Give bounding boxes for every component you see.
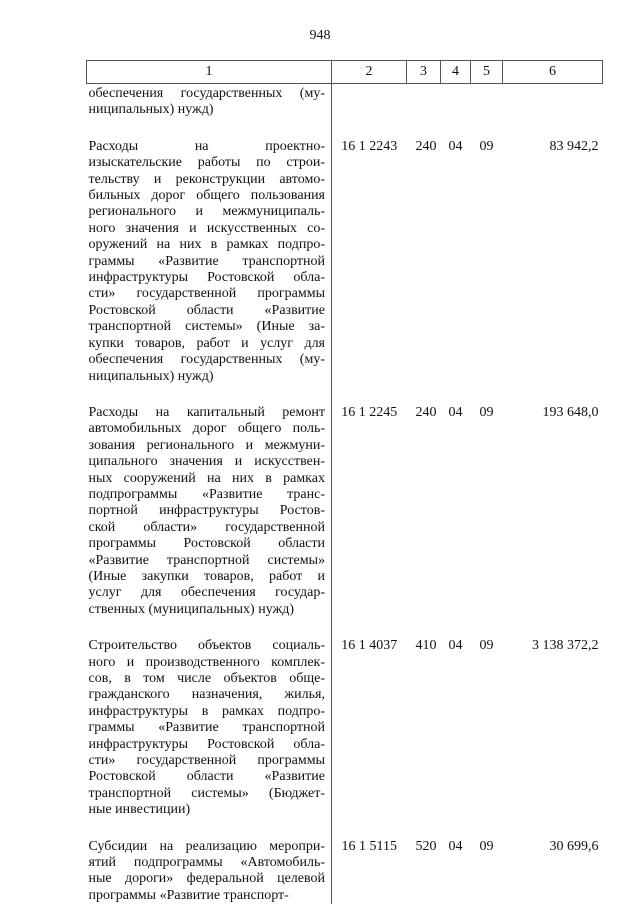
row-spacer xyxy=(87,618,603,638)
description-line: ципального значения и искусствен- xyxy=(88,454,325,470)
row-expense-type: 410 xyxy=(415,638,437,654)
spacer-cell xyxy=(441,385,471,405)
row-spacer xyxy=(87,819,603,839)
description-line: гражданского назначения, жилья, xyxy=(88,687,325,703)
spacer-cell xyxy=(441,119,471,139)
description-line: тельству и реконструкции автомо- xyxy=(88,171,325,187)
table-header xyxy=(87,61,603,84)
description-line: Расходы на проектно- xyxy=(88,138,325,154)
header-col-6: 6 xyxy=(503,61,603,84)
table-row xyxy=(87,638,603,818)
row-spacer xyxy=(87,119,603,139)
spacer-cell xyxy=(503,618,603,638)
description-line: ственных (муниципальных) нужд) xyxy=(88,601,294,617)
spacer-cell xyxy=(471,385,503,405)
header-col-5: 5 xyxy=(471,61,503,84)
spacer-cell xyxy=(407,618,441,638)
description-line: сти» государственной программы xyxy=(88,753,325,769)
row-section: 04 xyxy=(448,638,463,654)
row-code: 16 1 2243 xyxy=(341,138,398,154)
description-line: портной инфраструктуры Ростов- xyxy=(88,503,325,519)
description-line: изыскательские работы по строи- xyxy=(88,155,325,171)
description-line: программы Ростовской области xyxy=(88,536,325,552)
description-line: ных сооружений на них в рамках xyxy=(88,470,325,486)
description-line: Расходы на капитальный ремонт xyxy=(88,404,325,420)
row-amount: 3 138 372,2 xyxy=(532,638,599,654)
page-number: 948 xyxy=(309,28,331,43)
description-line: транспортной системы» (Бюджет- xyxy=(88,785,325,801)
row-amount: 83 942,2 xyxy=(549,138,599,154)
spacer-cell xyxy=(87,385,332,405)
header-col-2: 2 xyxy=(332,61,407,84)
row-section xyxy=(441,86,471,119)
header-col-1: 1 xyxy=(87,61,332,84)
row-description xyxy=(87,139,332,385)
description-line: транспортной системы» (Иные за- xyxy=(88,319,325,335)
spacer-cell xyxy=(407,119,441,139)
spacer-cell xyxy=(332,119,407,139)
row-expense-type: 240 xyxy=(415,404,437,420)
row-expense-type: 520 xyxy=(415,838,437,854)
description-line: Строительство объектов социаль- xyxy=(88,638,325,654)
row-code: 16 1 5115 xyxy=(341,838,397,854)
budget-table xyxy=(86,60,603,904)
row-section: 04 xyxy=(448,138,463,154)
description-line: купки товаров, работ и услуг для xyxy=(88,335,325,351)
row-description xyxy=(87,86,332,119)
table-row xyxy=(87,839,603,905)
description-line: инфраструктуры Ростовской обла- xyxy=(88,270,325,286)
row-code: 16 1 4037 xyxy=(341,638,398,654)
row-expense-type: 240 xyxy=(415,138,437,154)
spacer-cell xyxy=(407,819,441,839)
description-line: оружений на них в рамках подпро- xyxy=(88,237,325,253)
description-line: инфраструктуры в рамках подпро- xyxy=(88,703,325,719)
spacer-cell xyxy=(471,819,503,839)
spacer-cell xyxy=(332,819,407,839)
description-line: бильных дорог общего пользования xyxy=(88,188,325,204)
description-line: ятий подпрограммы «Автомобиль- xyxy=(88,855,325,871)
description-line: Ростовской области «Развитие xyxy=(88,769,325,785)
description-line: подпрограммы «Развитие транс- xyxy=(88,486,325,502)
row-subsection: 09 xyxy=(479,638,494,654)
row-description xyxy=(87,638,332,818)
row-code: 16 1 2245 xyxy=(341,404,398,420)
description-line: ниципальных) нужд) xyxy=(88,102,214,118)
row-section: 04 xyxy=(448,838,463,854)
description-line: программы «Развитие транспорт- xyxy=(88,887,289,903)
row-subsection xyxy=(471,86,503,119)
row-spacer xyxy=(87,385,603,405)
header-col-4: 4 xyxy=(441,61,471,84)
header-row xyxy=(87,61,603,84)
spacer-cell xyxy=(332,618,407,638)
description-line: автомобильных дорог общего поль- xyxy=(88,421,325,437)
spacer-cell xyxy=(441,618,471,638)
description-line: граммы «Развитие транспортной xyxy=(88,253,325,269)
spacer-cell xyxy=(471,618,503,638)
row-subsection: 09 xyxy=(479,404,494,420)
description-line: ные инвестиции) xyxy=(88,802,191,818)
row-subsection: 09 xyxy=(479,138,494,154)
table-row xyxy=(87,86,603,119)
table-body xyxy=(87,84,603,905)
spacer-cell xyxy=(503,385,603,405)
description-line: ные дороги» федеральной целевой xyxy=(88,871,325,887)
description-line: обеспечения государственных (му- xyxy=(88,352,325,368)
row-amount xyxy=(503,86,603,119)
row-amount: 193 648,0 xyxy=(542,404,599,420)
description-line: Ростовской области «Развитие xyxy=(88,302,325,318)
description-line: ской области» государственной xyxy=(88,519,325,535)
row-section: 04 xyxy=(448,404,463,420)
description-line: регионального и межмуниципаль- xyxy=(88,204,325,220)
description-line: «Развитие транспортной системы» xyxy=(88,552,325,568)
description-line: граммы «Развитие транспортной xyxy=(88,720,325,736)
description-line: ного и производственного комплек- xyxy=(88,654,325,670)
table-row xyxy=(87,405,603,618)
spacer-cell xyxy=(503,119,603,139)
description-line: сти» государственной программы xyxy=(88,286,325,302)
description-line: ного значения и искусственных со- xyxy=(88,220,325,236)
description-line: услуг для обеспечения государ- xyxy=(88,585,325,601)
row-description xyxy=(87,839,332,905)
row-description xyxy=(87,405,332,618)
description-line: сов, в том числе объектов обще- xyxy=(88,671,325,686)
spacer-cell xyxy=(87,819,332,839)
spacer-cell xyxy=(332,385,407,405)
description-line: (Иные закупки товаров, работ и xyxy=(88,568,325,584)
description-line: Субсидии на реализацию меропри- xyxy=(88,838,325,854)
description-line: инфраструктуры Ростовской обла- xyxy=(88,736,325,752)
row-expense-type xyxy=(407,86,441,119)
spacer-cell xyxy=(87,119,332,139)
spacer-cell xyxy=(407,385,441,405)
row-amount: 30 699,6 xyxy=(549,838,599,854)
spacer-cell xyxy=(441,819,471,839)
row-code xyxy=(332,86,407,119)
description-line: обеспечения государственных (му- xyxy=(88,86,325,101)
row-subsection: 09 xyxy=(479,838,494,854)
spacer-cell xyxy=(87,618,332,638)
spacer-cell xyxy=(471,119,503,139)
description-line: зования регионального и межмуни- xyxy=(88,437,325,453)
header-col-3: 3 xyxy=(407,61,441,84)
spacer-cell xyxy=(503,819,603,839)
description-line: ниципальных) нужд) xyxy=(88,368,214,384)
table-row xyxy=(87,139,603,385)
